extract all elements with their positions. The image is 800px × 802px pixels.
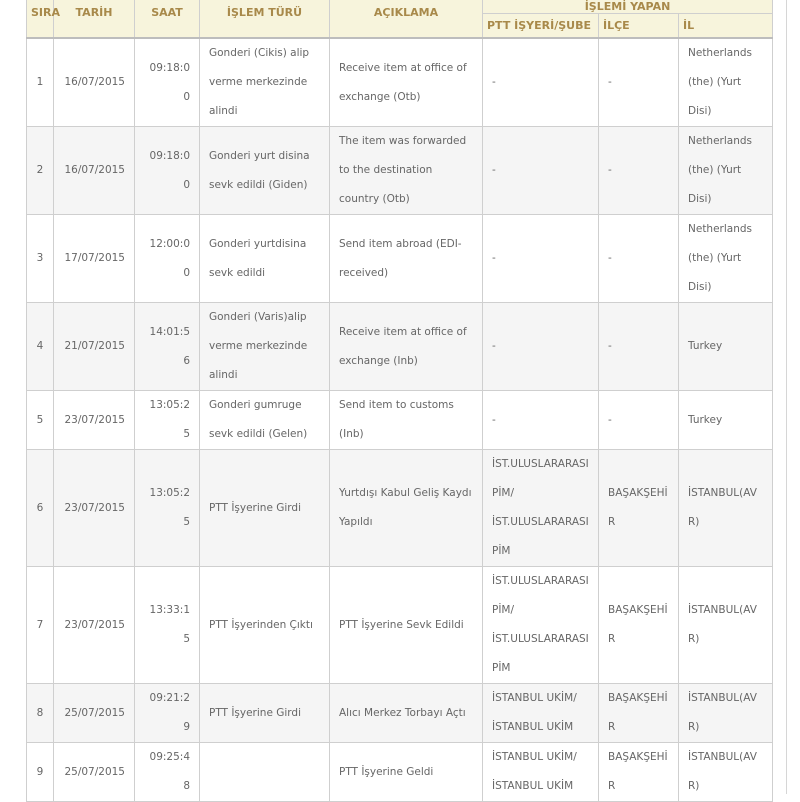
cell-ilce: BAŞAKŞEHİR [599,743,679,802]
header-tarih: TARİH [54,0,135,38]
cell-saat: 09:18:00 [135,127,200,215]
cell-tarih: 16/07/2015 [54,38,135,127]
cell-il: Netherlands (the) (Yurt Disi) [679,127,773,215]
shipment-tracking-table [26,0,773,802]
cell-ilce: BAŞAKŞEHİR [599,567,679,684]
cell-sira: 8 [27,684,54,743]
cell-tarih: 25/07/2015 [54,684,135,743]
cell-isyeri: İSTANBUL UKİM/ İSTANBUL UKİM [483,743,599,802]
cell-islem [200,743,330,802]
cell-il: Netherlands (the) (Yurt Disi) [679,38,773,127]
cell-aciklama: Receive item at office of exchange (Inb) [330,303,483,391]
cell-aciklama: Alıcı Merkez Torbayı Açtı [330,684,483,743]
cell-il: Netherlands (the) (Yurt Disi) [679,215,773,303]
cell-tarih: 16/07/2015 [54,127,135,215]
cell-tarih: 23/07/2015 [54,391,135,450]
cell-aciklama: Send item to customs (Inb) [330,391,483,450]
header-ilce: İLÇE [599,14,679,39]
cell-aciklama: Receive item at office of exchange (Otb) [330,38,483,127]
cell-il: Turkey [679,303,773,391]
cell-isyeri: - [483,391,599,450]
cell-saat: 09:25:48 [135,743,200,802]
cell-saat: 14:01:56 [135,303,200,391]
cell-aciklama: Yurtdışı Kabul Geliş Kaydı Yapıldı [330,450,483,567]
cell-islem: Gonderi (Varis)alip verme merkezinde alindi [200,303,330,391]
cell-tarih: 21/07/2015 [54,303,135,391]
table-row [27,450,773,567]
cell-sira: 2 [27,127,54,215]
table-header [27,0,773,38]
cell-aciklama: Send item abroad (EDI-received) [330,215,483,303]
cell-il: İSTANBUL(AVR) [679,743,773,802]
cell-sira: 3 [27,215,54,303]
table-row [27,567,773,684]
cell-il: Turkey [679,391,773,450]
cell-aciklama: The item was forwarded to the destination country (Otb) [330,127,483,215]
cell-islem: PTT İşyerine Girdi [200,684,330,743]
cell-tarih: 17/07/2015 [54,215,135,303]
header-islemi-yapan: İŞLEMİ YAPAN [483,0,773,14]
cell-isyeri: - [483,38,599,127]
cell-saat: 13:05:25 [135,450,200,567]
cell-islem: Gonderi gumruge sevk edildi (Gelen) [200,391,330,450]
header-aciklama: AÇIKLAMA [330,0,483,38]
cell-ilce: - [599,303,679,391]
cell-tarih: 23/07/2015 [54,567,135,684]
cell-il: İSTANBUL(AVR) [679,684,773,743]
table-row [27,127,773,215]
cell-sira: 6 [27,450,54,567]
cell-il: İSTANBUL(AVR) [679,567,773,684]
cell-sira: 4 [27,303,54,391]
header-sira: SIRA [27,0,54,38]
cell-saat: 09:21:29 [135,684,200,743]
cell-islem: Gonderi (Cikis) alip verme merkezinde alindi [200,38,330,127]
cell-isyeri: - [483,215,599,303]
cell-il: İSTANBUL(AVR) [679,450,773,567]
cell-ilce: - [599,391,679,450]
table-row [27,38,773,127]
cell-aciklama: PTT İşyerine Sevk Edildi [330,567,483,684]
cell-aciklama: PTT İşyerine Geldi [330,743,483,802]
cell-saat: 13:33:15 [135,567,200,684]
cell-ilce: BAŞAKŞEHİR [599,684,679,743]
table-row [27,391,773,450]
cell-isyeri: İST.ULUSLARARASI PİM/ İST.ULUSLARARASI PİM [483,567,599,684]
cell-islem: PTT İşyerine Girdi [200,450,330,567]
table-row [27,743,773,802]
cell-sira: 5 [27,391,54,450]
cell-isyeri: - [483,303,599,391]
table-row [27,215,773,303]
table-row [27,303,773,391]
cell-sira: 9 [27,743,54,802]
cell-saat: 12:00:00 [135,215,200,303]
header-il: İL [679,14,773,39]
cell-ilce: BAŞAKŞEHİR [599,450,679,567]
cell-isyeri: İSTANBUL UKİM/ İSTANBUL UKİM [483,684,599,743]
scroll-frame-edge [786,0,787,794]
cell-isyeri: - [483,127,599,215]
cell-saat: 09:18:00 [135,38,200,127]
cell-islem: Gonderi yurtdisina sevk edildi [200,215,330,303]
cell-ilce: - [599,127,679,215]
cell-tarih: 25/07/2015 [54,743,135,802]
cell-isyeri: İST.ULUSLARARASI PİM/ İST.ULUSLARARASI PİM [483,450,599,567]
cell-islem: PTT İşyerinden Çıktı [200,567,330,684]
table-body [27,38,773,802]
cell-sira: 1 [27,38,54,127]
header-islem-turu: İŞLEM TÜRÜ [200,0,330,38]
table-row [27,684,773,743]
cell-ilce: - [599,215,679,303]
header-isyeri: PTT İŞYERİ/ŞUBE [483,14,599,39]
cell-sira: 7 [27,567,54,684]
cell-tarih: 23/07/2015 [54,450,135,567]
cell-saat: 13:05:25 [135,391,200,450]
cell-ilce: - [599,38,679,127]
header-saat: SAAT [135,0,200,38]
cell-islem: Gonderi yurt disina sevk edildi (Giden) [200,127,330,215]
